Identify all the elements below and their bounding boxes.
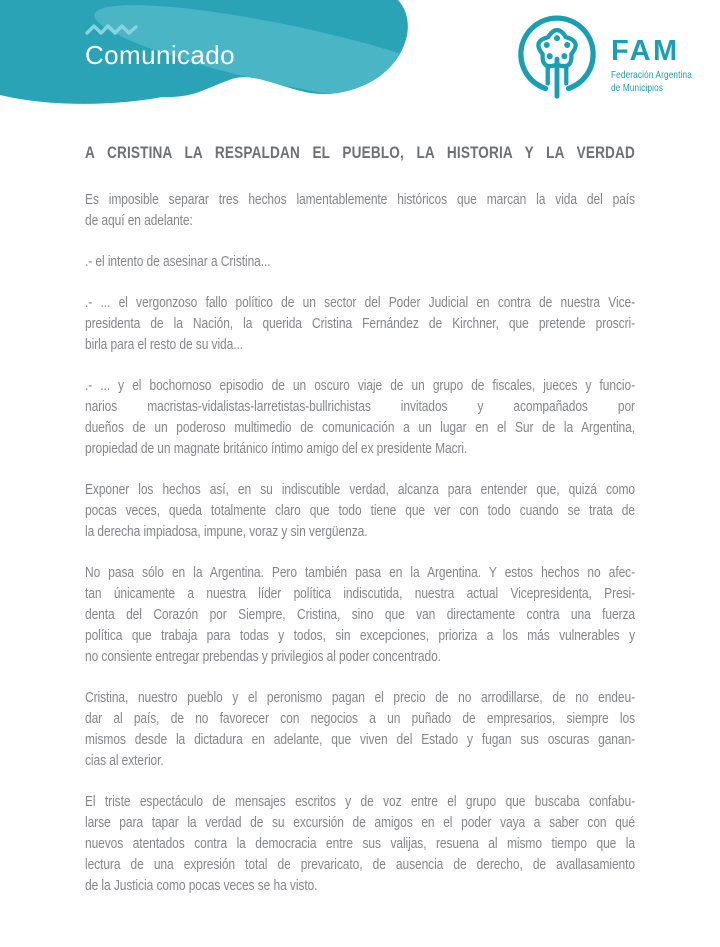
text-line: No pasa sólo en la Argentina. Pero también pasa en la Argentina. Y estos hechos no afec- [85, 564, 635, 581]
logo-text-block [611, 14, 715, 114]
text-line: política que trabaja para todas y todos, sin excepciones, prioriza a los más vulnerables y [85, 627, 635, 644]
text-line: Cristina, nuestro pueblo y el peronismo pagan el precio de no arrodillarse, de no endeu- [85, 689, 635, 706]
text-line: cias al exterior. [85, 752, 164, 769]
paragraph [85, 562, 635, 667]
logo-org-name [611, 69, 692, 94]
text-line: de aquí en adelante: [85, 212, 193, 229]
paragraph [85, 292, 635, 355]
text-line: no consiente entregar prebendas y privilegios al poder concentrado. [85, 648, 441, 665]
paragraph [85, 251, 635, 272]
text-line: dar al país, de no favorecer con negocios a un puñado de empresarios, siempre los [85, 710, 635, 727]
text-line: lectura de una expresión total de prevaricato, de ausencia de derecho, de avallasamiento [85, 856, 635, 873]
text-line: larse para tapar la verdad de su excursión de amigos en el poder vaya a saber con qué [85, 814, 635, 831]
text-line: .- ... el vergonzoso fallo político de un sector del Poder Judicial en contra de nuestra Vice- [85, 294, 635, 311]
text-line: .- el intento de asesinar a Cristina... [85, 253, 271, 270]
text-line: propiedad de un magnate británico íntimo amigo del ex presidente Macri. [85, 440, 468, 457]
text-line: El triste espectáculo de mensajes escritos y de voz entre el grupo que buscaba confabu- [85, 793, 635, 810]
header-kicker-block [85, 22, 235, 70]
text-line: pocas veces, queda totalmente claro que todo tiene que ver con todo cuando se trata de [85, 502, 635, 519]
paragraph [85, 479, 635, 542]
text-line: denta del Corazón por Siempre, Cristina, sino que van directamente contra una fuerza [85, 606, 635, 623]
text-line: tan únicamente a nuestra líder política indiscutida, nuestra actual Vicepresidenta, Presi- [85, 585, 635, 602]
text-line: la derecha impiadosa, impune, voraz y sin vergüenza. [85, 523, 368, 540]
text-line: narios macristas-vidalistas-larretistas-bullrichistas invitados y acompañados por [85, 398, 635, 415]
logo-org-line2: de Municipios [611, 81, 664, 94]
fam-tree-icon [516, 14, 598, 114]
paragraph [85, 375, 635, 459]
zigzag-wave-icon [85, 22, 139, 37]
text-line: mismos desde la dictadura en adelante, que viven del Estado y fugan sus oscuras ganan- [85, 731, 635, 748]
text-line: nuevos atentados contra la democracia entre sus valijas, resuena al mismo tiempo que la [85, 835, 635, 852]
document-content [85, 142, 635, 916]
paragraph [85, 791, 635, 896]
document-body [85, 189, 635, 896]
text-line: presidenta de la Nación, la querida Cristina Fernández de Kirchner, que pretende proscri- [85, 315, 635, 332]
logo-acronym: FAM [611, 35, 680, 67]
text-line: Es imposible separar tres hechos lamentablemente históricos que marcan la vida del país [85, 191, 635, 208]
paragraph [85, 189, 635, 231]
text-line: birla para el resto de su vida... [85, 336, 243, 353]
text-line: dueños de un poderoso multimedio de comunicación a un lugar en el Sur de la Argentina, [85, 419, 635, 436]
fam-logo [516, 14, 715, 114]
logo-org-line1: Federación Argentina [611, 69, 692, 81]
document-title: A CRISTINA LA RESPALDAN EL PUEBLO, LA HISTORIA Y LA VERDAD [85, 143, 635, 162]
text-line: Exponer los hechos así, en su indiscutible verdad, alcanza para entender que, quizá como [85, 481, 635, 498]
text-line: .- ... y el bochornoso episodio de un oscuro viaje de un grupo de fiscales, jueces y funcio- [85, 377, 635, 394]
kicker-label: Comunicado [85, 40, 235, 70]
paragraph [85, 687, 635, 771]
text-line: de la Justicia como pocas veces se ha visto. [85, 877, 318, 894]
